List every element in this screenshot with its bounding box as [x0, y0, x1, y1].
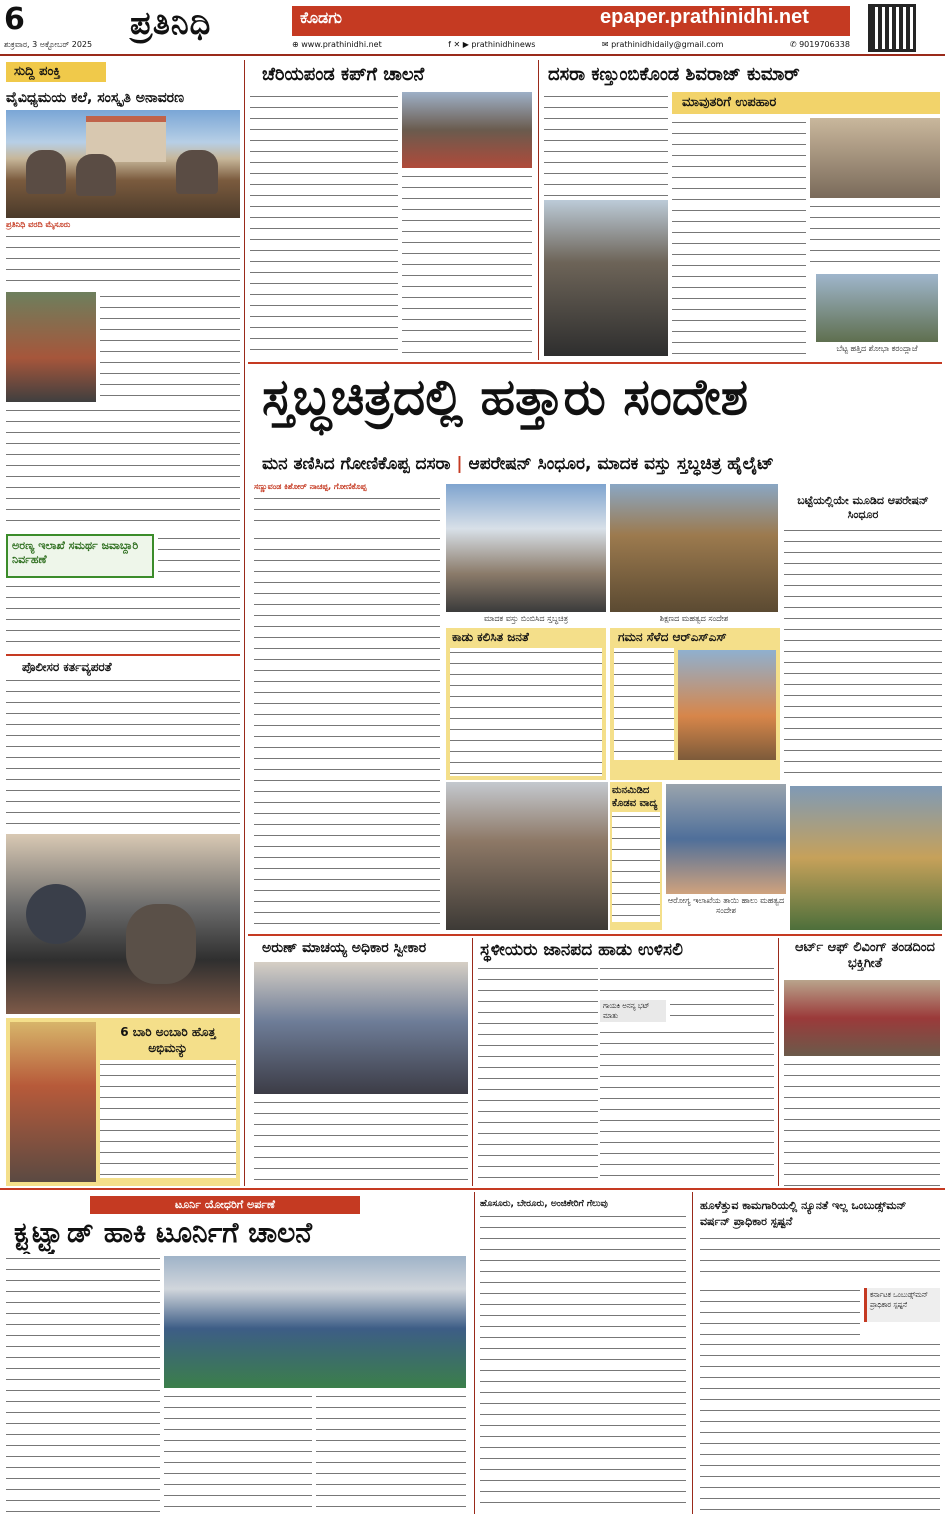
mail-icon: ✉ [601, 40, 609, 49]
arun-photo [254, 962, 468, 1094]
lead-text [254, 534, 440, 930]
column-rule [692, 1192, 693, 1514]
left-article-text [6, 406, 240, 530]
box1-title: ಕಾಡು ಕಲಿಸಿತ ಜನತೆ [452, 630, 529, 644]
ombudsman-inset: ಕರ್ನಾಟಕ ಒಂಬುಡ್ಸ್‌ಮನ್ ಪ್ರಾಧಿಕಾರ ಸ್ಪಷ್ಟನೆ [864, 1288, 940, 1322]
ambari-headline: 6 ಬಾರಿ ಅಂಬಾರಿ ಹೊತ್ತ ಅಭಿಮನ್ಯು [120, 1025, 216, 1055]
lead-text [254, 494, 440, 530]
cup-launch-photo [402, 92, 532, 168]
ombudsman-headline: ಹೂಳೆತ್ತುವ ಕಾಮಗಾರಿಯಲ್ಲಿ ನ್ಯೂನತೆ ಇಲ್ಲ ಒಂಬುಡ್ಸ್‌ಮನ್ ವರ್ಷನ್ ಪ್ರಾಧಿಕಾರ ಸ್ಪಷ್ಟನೆ [700, 1199, 907, 1228]
box1-text [450, 648, 602, 776]
breakfast-text [810, 202, 940, 270]
shivarajkumar-headline: ದಸರಾ ಕಣ್ತುಂಬಿಕೊಂಡ ಶಿವರಾಜ್ ಕುಮಾರ್ [548, 64, 800, 85]
folk-song-text [670, 1000, 774, 1024]
cheriyapanda-headline: ಚೆರಿಯಪಂಡ ಕಪ್‌ಗೆ ಚಾಲನೆ [262, 64, 425, 85]
mother-milk-float-photo [666, 784, 786, 894]
lead-headline: ಸ್ತಬ್ಧಚಿತ್ರದಲ್ಲಿ ಹತ್ತಾರು ಸಂದೇಶ [262, 368, 749, 426]
drug-float-photo [446, 484, 606, 612]
left-main-headline: ವೈವಿಧ್ಯಮಯ ಕಲೆ, ಸಂಸ್ಕೃತಿ ಅನಾವರಣ [6, 90, 185, 106]
arun-text [254, 1098, 468, 1186]
column-rule [472, 938, 473, 1186]
hockey-text [164, 1392, 312, 1512]
operation-sindoor-headline: ಬಟ್ಟೆಯಲ್ಲಿಯೇ ಮೂಡಿದ ಆಪರೇಷನ್ ಸಿಂಧೂರ [797, 494, 929, 521]
shivarajkumar-text [544, 92, 668, 196]
breakfast-text [672, 118, 806, 356]
folk-song-text [600, 1028, 774, 1186]
drug-float-caption: ಮಾದಕ ವಸ್ತು ಬಿಂಬಿಸಿದ ಸ್ತಬ್ಧಚಿತ್ರ [483, 614, 569, 623]
section-tag: ಸುದ್ದಿ ಪಂಕ್ತಿ [6, 62, 106, 82]
hockey-text [6, 1254, 160, 1512]
page-number: 6 [4, 2, 25, 37]
forest-article-text [6, 582, 240, 652]
rss-float-photo [678, 650, 776, 760]
social-icons: f ✕ ▶ [448, 40, 469, 49]
box2-text [614, 648, 674, 760]
qr-code[interactable] [868, 4, 916, 52]
folk-song-text [600, 964, 774, 996]
shobha-photo [816, 274, 938, 342]
cheriyapanda-text [402, 172, 532, 360]
results-text [480, 1212, 686, 1512]
divider [248, 934, 942, 936]
whatsapp-icon: ✆ [789, 40, 797, 49]
hockey-headline: ಕ್ಟ್ಗಟ್ಟ್ಯಾಡ್ ಹಾಕಿ ಟೂರ್ನಿಗೆ ಚಾಲನೆ [14, 1216, 312, 1249]
crowd-photo [446, 782, 608, 930]
divider [0, 1188, 945, 1190]
left-byline: ಪ್ರತಿನಿಧಿ ವರದಿ ಮೈಸೂರು [6, 220, 71, 229]
box3-text [612, 812, 660, 922]
ombudsman-text [700, 1340, 940, 1512]
education-float-caption: ಶಿಕ್ಷಣದ ಮಹತ್ವದ ಸಂದೇಶ [659, 614, 729, 623]
deck-part2: ಆಪರೇಷನ್ ಸಿಂಧೂರ, ಮಾದಕ ವಸ್ತು ಸ್ತಬ್ಧಚಿತ್ರ ಹೈಲೈಟ್ [468, 454, 774, 474]
police-article-text [6, 676, 240, 830]
divider [248, 362, 942, 364]
police-crowd-photo [6, 834, 240, 1014]
phone-number: ✆ 9019706338 [789, 40, 850, 49]
column-rule [244, 60, 245, 1186]
lead-byline: ಸಣ್ಣುವಂಡ ಕಿಶೋರ್ ನಾಚಪ್ಪ, ಗೋಣಿಕೊಪ್ಪ [254, 482, 367, 491]
hockey-kicker: ಟೂರ್ನಿ ಯೋಧರಿಗೆ ಅರ್ಪಣೆ [90, 1196, 360, 1214]
edition-name: ಕೊಡಗು [300, 8, 342, 27]
results-column-head: ಹೊಸೂರು, ಬೇರೂರು, ಅಂಜಿಕೇರಿಗೆ ಗೆಲುವು [480, 1199, 608, 1209]
forest-box-text [158, 534, 240, 578]
singer-inset: ಗಾಯಕಿ ಅನನ್ಯ ಭಟ್ ಮಾತು [600, 1000, 666, 1022]
contact-strip [292, 40, 850, 49]
column-rule [778, 938, 779, 1186]
ambari-text [100, 1060, 236, 1178]
deck-separator: | [456, 454, 463, 474]
operation-sindoor-text [784, 526, 942, 782]
hockey-launch-photo [164, 1256, 466, 1388]
box2-title: ಗಮನ ಸೆಳೆದ ಆರ್‌ಎಸ್‌ಎಸ್ [618, 630, 727, 644]
email-link[interactable]: ✉ prathinidhidaily@gmail.com [601, 40, 724, 49]
folk-song-headline: ಸ್ಥಳೀಯರು ಜಾನಪದ ಹಾಡು ಉಳಿಸಲಿ [480, 940, 683, 960]
divider [6, 654, 240, 656]
left-article-text [100, 292, 240, 402]
folk-song-text [478, 964, 598, 1186]
art-of-living-headline: ಆರ್ಟ್ ಆಫ್ ಲಿವಿಂಗ್ ತಂಡದಿಂದ ಭಕ್ತಿಗೀತೆ [795, 940, 935, 971]
column-rule [474, 1192, 475, 1514]
box3-title: ಮನಮಿಡಿದ ಕೊಡವ ವಾದ್ಯ [612, 785, 658, 809]
shobha-caption: ಬೆಟ್ಟ ಹತ್ತಿದ ಶೋಭಾ ಕರಂದ್ಲಾಜೆ [836, 344, 918, 353]
sindoor-float-photo [790, 786, 942, 930]
forest-dept-box [6, 534, 154, 578]
dasara-elephant-photo [6, 110, 240, 218]
elephant-shape [176, 150, 218, 194]
deck-part1: ಮನ ತಣಿಸಿದ ಗೋಣಿಕೊಪ್ಪ ದಸರಾ [262, 454, 451, 474]
education-float-photo [610, 484, 778, 612]
left-article-text [6, 232, 240, 288]
ombudsman-text [700, 1234, 940, 1282]
elephant-shape [76, 154, 116, 196]
crowd-shape [26, 884, 86, 944]
column-rule [538, 60, 539, 360]
police-headline: ಪೊಲೀಸರ ಕರ್ತವ್ಯಪರತೆ [22, 660, 112, 674]
lead-deck [262, 454, 774, 474]
ombudsman-text [700, 1286, 860, 1336]
ambari-elephant-photo [10, 1022, 96, 1182]
arun-machaiah-headline: ಅರುಣ್ ಮಾಚಯ್ಯ ಅಧಿಕಾರ ಸ್ವೀಕಾರ [262, 940, 427, 956]
dateline: ಶುಕ್ರವಾರ, 3 ಅಕ್ಟೋಬರ್ 2025 [4, 40, 93, 49]
forest-box-title: ಅರಣ್ಯ ಇಲಾಖೆ ಸಮರ್ಥ ಜವಾಬ್ದಾರಿ ನಿರ್ವಹಣೆ [12, 539, 139, 566]
breakfast-subhead: ಮಾವುತರಿಗೆ ಉಪಹಾರ [672, 92, 940, 114]
bhajan-photo [784, 980, 940, 1056]
social-handle[interactable]: f ✕ ▶ prathinidhinews [448, 40, 536, 49]
breakfast-photo [810, 118, 940, 198]
performers-photo [6, 292, 96, 402]
newspaper-logo: ಪ್ರತಿನಿಧಿ [130, 4, 212, 42]
crowd-shape [126, 904, 196, 984]
globe-icon: ⊕ [292, 40, 299, 49]
cheriyapanda-text [250, 92, 398, 360]
art-of-living-text [784, 1060, 940, 1186]
website-link[interactable]: ⊕ www.prathinidhi.net [292, 40, 382, 49]
epaper-link[interactable]: epaper.prathinidhi.net [600, 6, 809, 28]
mother-milk-caption: ಆರೋಗ್ಯ ಇಲಾಖೆಯ ತಾಯಿ ಹಾಲು ಮಹತ್ವದ ಸಂದೇಶ [667, 896, 785, 915]
shivarajkumar-photo [544, 200, 668, 356]
elephant-shape [26, 150, 66, 194]
hockey-text [316, 1392, 466, 1512]
